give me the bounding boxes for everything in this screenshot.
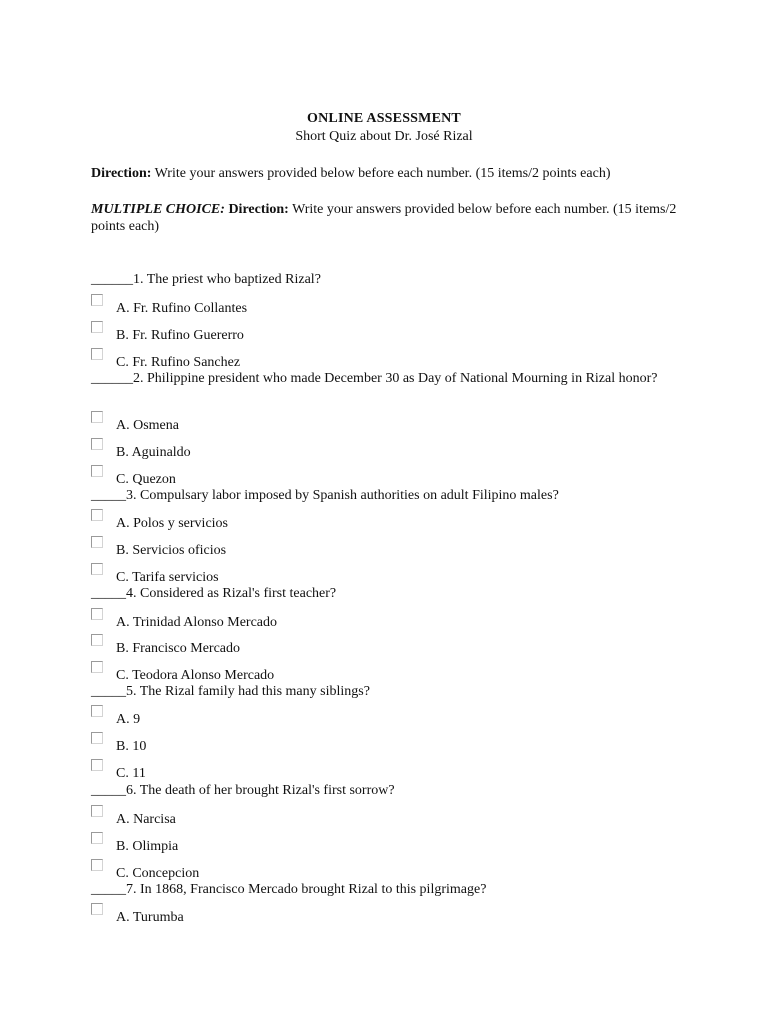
- option-label: B. Francisco Mercado: [116, 641, 241, 656]
- option-label: A. Trinidad Alonso Mercado: [116, 615, 277, 630]
- checkbox[interactable]: [91, 536, 103, 548]
- checkbox[interactable]: [91, 321, 103, 333]
- checkbox[interactable]: [91, 563, 103, 575]
- option-label: C. Fr. Rufino Sanchez: [116, 355, 241, 370]
- option-label: C. Concepcion: [116, 866, 200, 881]
- option-label: A. Fr. Rufino Collantes: [116, 301, 248, 316]
- option-label: B. Fr. Rufino Guererro: [116, 328, 244, 343]
- option-label: A. Osmena: [116, 418, 179, 433]
- checkbox[interactable]: [91, 294, 103, 306]
- checkbox[interactable]: [91, 465, 103, 477]
- checkbox[interactable]: [91, 634, 103, 646]
- question-5: _____5. The Rizal family had this many siblings?: [91, 684, 370, 699]
- checkbox[interactable]: [91, 832, 103, 844]
- general-direction: [91, 166, 681, 182]
- question-1: ______1. The priest who baptized Rizal?: [91, 272, 321, 287]
- checkbox[interactable]: [91, 903, 103, 915]
- option-label: B. Olimpia: [116, 839, 179, 854]
- option-label: C. Quezon: [116, 472, 176, 487]
- checkbox[interactable]: [91, 705, 103, 717]
- direction-text: Write your answers provided below before each number. (15 items/2 points each): [151, 166, 611, 181]
- checkbox[interactable]: [91, 661, 103, 673]
- option-label: A. Polos y servicios: [116, 516, 228, 531]
- checkbox[interactable]: [91, 859, 103, 871]
- checkbox[interactable]: [91, 732, 103, 744]
- option-label: A. Turumba: [116, 910, 184, 925]
- option-label: B. Aguinaldo: [116, 445, 191, 460]
- question-4: _____4. Considered as Rizal's first teacher?: [91, 586, 337, 601]
- checkbox[interactable]: [91, 348, 103, 360]
- question-7: _____7. In 1868, Francisco Mercado brought Rizal to this pilgrimage?: [91, 882, 487, 897]
- multiple-choice-direction: [91, 201, 681, 235]
- multiple-choice-label: MULTIPLE CHOICE:: [91, 202, 225, 217]
- checkbox[interactable]: [91, 438, 103, 450]
- option-label: B. Servicios oficios: [116, 543, 227, 558]
- checkbox[interactable]: [91, 509, 103, 521]
- page-subtitle: Short Quiz about Dr. José Rizal: [295, 129, 473, 144]
- option-label: C. Teodora Alonso Mercado: [116, 668, 275, 683]
- option-label: B. 10: [116, 739, 147, 754]
- direction-label: Direction:: [91, 166, 152, 181]
- multiple-choice-direction-text: Write your answers provided below before each number. (15 items/2 points each): [91, 202, 677, 234]
- option-label: A. 9: [116, 712, 141, 727]
- checkbox[interactable]: [91, 411, 103, 423]
- checkbox[interactable]: [91, 805, 103, 817]
- checkbox[interactable]: [91, 759, 103, 771]
- option-label: C. Tarifa servicios: [116, 570, 219, 585]
- question-6: _____6. The death of her brought Rizal's first sorrow?: [91, 783, 395, 798]
- option-label: C. 11: [116, 766, 146, 781]
- option-label: A. Narcisa: [116, 812, 176, 827]
- checkbox[interactable]: [91, 608, 103, 620]
- page-title: ONLINE ASSESSMENT: [307, 111, 461, 126]
- question-2: ______2. Philippine president who made December 30 as Day of National Mourning in Rizal honor?: [91, 371, 658, 386]
- multiple-choice-direction-label: Direction:: [224, 202, 289, 217]
- question-3: _____3. Compulsary labor imposed by Spanish authorities on adult Filipino males?: [91, 488, 559, 503]
